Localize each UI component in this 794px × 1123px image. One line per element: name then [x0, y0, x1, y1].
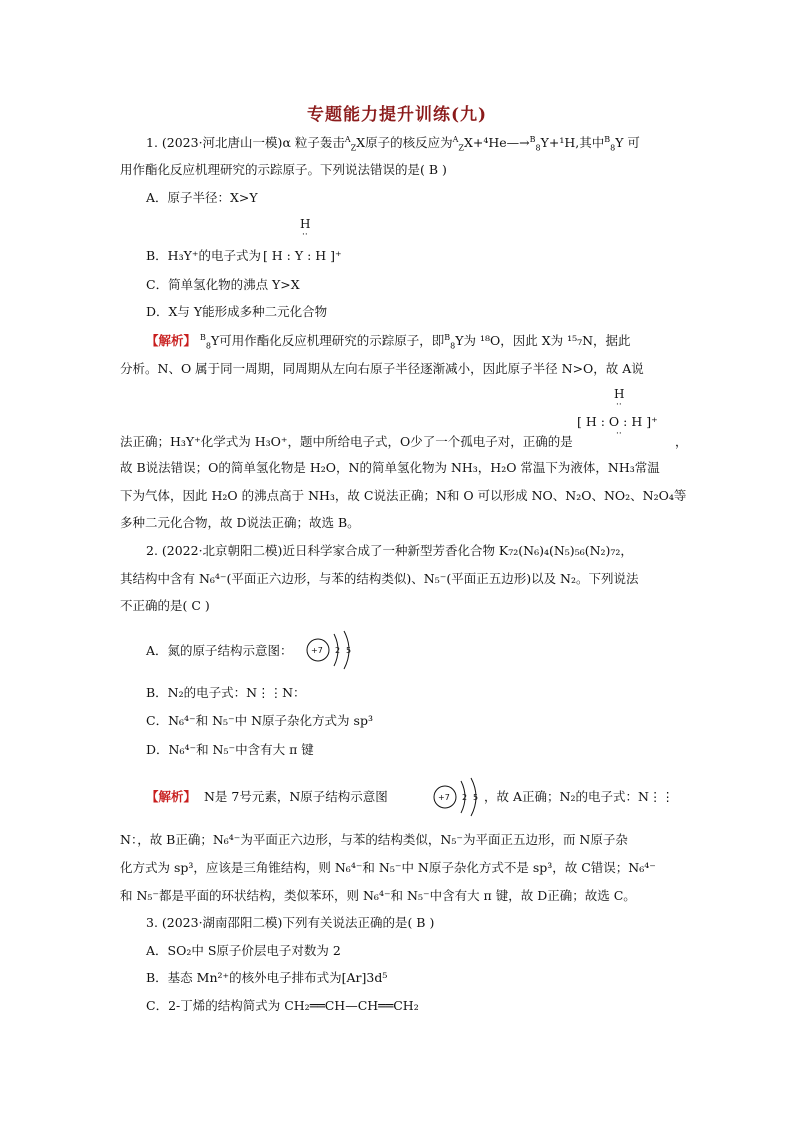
q1-ana-top-h: H	[614, 387, 625, 401]
q1-eq-b: Y+¹H,其中	[540, 135, 605, 150]
q1-option-a: A．原子半径：X>Y	[146, 190, 258, 205]
q1-y-end: Y 可	[615, 135, 640, 150]
q1-ana-dots-top: ··	[616, 400, 622, 410]
atom-shell-2-count: 5	[346, 646, 352, 655]
q1-b-label: B．H₃Y⁺的电子式为	[146, 248, 261, 263]
q2-analysis-line1	[146, 789, 388, 805]
analysis-tag: 【解析】	[146, 789, 197, 804]
q2-option-b: B．N₂的电子式：N⋮⋮N：	[146, 685, 306, 700]
q2-analysis-line4: 和 N₅⁻都是平面的环状结构，类似苯环，则 N₆⁴⁻和 N₅⁻中含有大 π 键，故 D正确；故选 C。	[120, 888, 636, 903]
nitrogen-atom-diagram-inline	[431, 775, 485, 819]
q2-analysis-line3: 化方式为 sp³，应该是三角锥结构，则 N₆⁴⁻和 N₅⁻中 N原子杂化方式不是 sp³，故 C错误；N₆⁴⁻	[120, 860, 656, 875]
q2-option-a: A．氮的原子结构示意图：	[146, 643, 293, 658]
q3-option-b: B．基态 Mn²⁺的核外电子排布式为[Ar]3d⁵	[146, 970, 388, 985]
q1-analysis-line6: 多种二元化合物，故 D说法正确；故选 B。	[120, 515, 360, 530]
nitrogen-atom-diagram	[304, 628, 358, 672]
q1-ana1b: Y为 ¹⁸O，因此 X为 ¹⁵₇N，据此	[455, 333, 631, 348]
atom-shell-1-count: 2	[335, 646, 341, 655]
q1-ana-end: ，	[675, 434, 688, 449]
atom-nucleus-label: +7	[438, 793, 450, 802]
page-title: 专题能力提升训练(九)	[306, 105, 488, 125]
q1-option-c: C．简单氢化物的沸点 Y>X	[146, 277, 300, 292]
q1-x-sym: X原子的核反应为	[356, 135, 453, 150]
q3-stem: 3. (2023·湖南邵阳二模)下列有关说法正确的是( B )	[146, 915, 435, 930]
q2-option-d: D．N₆⁴⁻和 N₅⁻中含有大 π 键	[146, 742, 314, 757]
q1-option-b	[146, 248, 342, 264]
q1-b-top-h: H	[300, 217, 311, 231]
atom-shell-2-count: 5	[473, 793, 479, 802]
q1-analysis-line4: 故 B说法错误；O的简单氢化物是 H₂O，N的简单氢化物为 NH₃，H₂O 常温下为液体，NH₃常温	[120, 460, 660, 475]
q2-option-c: C．N₆⁴⁻和 N₅⁻中 N原子杂化方式为 sp³	[146, 713, 373, 728]
q1-eq: X+⁴He—→	[463, 135, 530, 150]
q1-analysis-line1: 【解析】 $^B_8$Y可用作酯化反应机理研究的示踪原子，即$^B_8$Y为 ¹⁸O，因此 X为 ¹⁵₇N，据此	[146, 332, 631, 351]
q2-stem-line3: 不正确的是( C )	[120, 598, 210, 613]
q2-stem-line1: 2. (2022·北京朝阳二模)近日科学家合成了一种新型芳香化合物 K₇₂(N₆)₄(N₅)₅₆(N₂)₇₂，	[146, 543, 633, 558]
q1-ana-dots-bottom: ··	[616, 429, 622, 439]
q1-stem-line1: 1. (2023·河北唐山一模)α 粒子轰击$^A_Z$X原子的核反应为$^A_Z$X+⁴He—→$^B_8$Y+¹H,其中$^B_8$Y 可	[146, 134, 640, 153]
q1-b-formula: [ H : Y : H ]⁺	[262, 248, 342, 263]
q3-option-c: C．2-丁烯的结构简式为 CH₂══CH—CH══CH₂	[146, 998, 419, 1013]
q1-stem-a: 1. (2023·河北唐山一模)α 粒子轰击	[146, 135, 345, 150]
q2-ana1: N是 7号元素，N原子结构示意图	[203, 789, 388, 804]
q1-ana1: Y可用作酯化反应机理研究的示踪原子，即	[210, 333, 445, 348]
analysis-tag: 【解析】	[146, 333, 197, 348]
q1-analysis-line5: 下为气体，因此 H₂O 的沸点高于 NH₃，故 C说法正确；N和 O 可以形成 NO、N₂O、NO₂、N₂O₄等	[120, 488, 687, 503]
q1-ana-formula: [ H : O : H ]⁺	[577, 414, 658, 429]
q2-stem-line2: 其结构中含有 N₆⁴⁻(平面正六边形，与苯的结构类似)、N₅⁻(平面正五边形)以及 N₂。下列说法	[120, 571, 639, 586]
q1-b-dots: ··	[302, 230, 308, 240]
atom-shell-1-count: 2	[462, 793, 468, 802]
q2-analysis-line2: N：，故 B正确；N₆⁴⁻为平面正六边形，与苯的结构类似，N₅⁻为平面正五边形，而 N原子杂	[120, 832, 628, 847]
q3-option-a: A．SO₂中 S原子价层电子对数为 2	[146, 943, 341, 958]
atom-nucleus-label: +7	[311, 646, 323, 655]
q1-analysis-line2: 分析。N、O 属于同一周期，同周期从左向右原子半径逐渐减小，因此原子半径 N>O，故 A说	[120, 361, 644, 376]
q1-stem-line2: 用作酯化反应机理研究的示踪原子。下列说法错误的是( B )	[120, 162, 447, 177]
q1-analysis-line3: 法正确；H₃Y⁺化学式为 H₃O⁺，题中所给电子式，O少了一个孤电子对，正确的是	[120, 434, 573, 449]
q1-option-d: D．X与 Y能形成多种二元化合物	[146, 304, 328, 319]
q2-ana1-end: ，故 A正确；N₂的电子式：N⋮⋮	[484, 789, 674, 804]
